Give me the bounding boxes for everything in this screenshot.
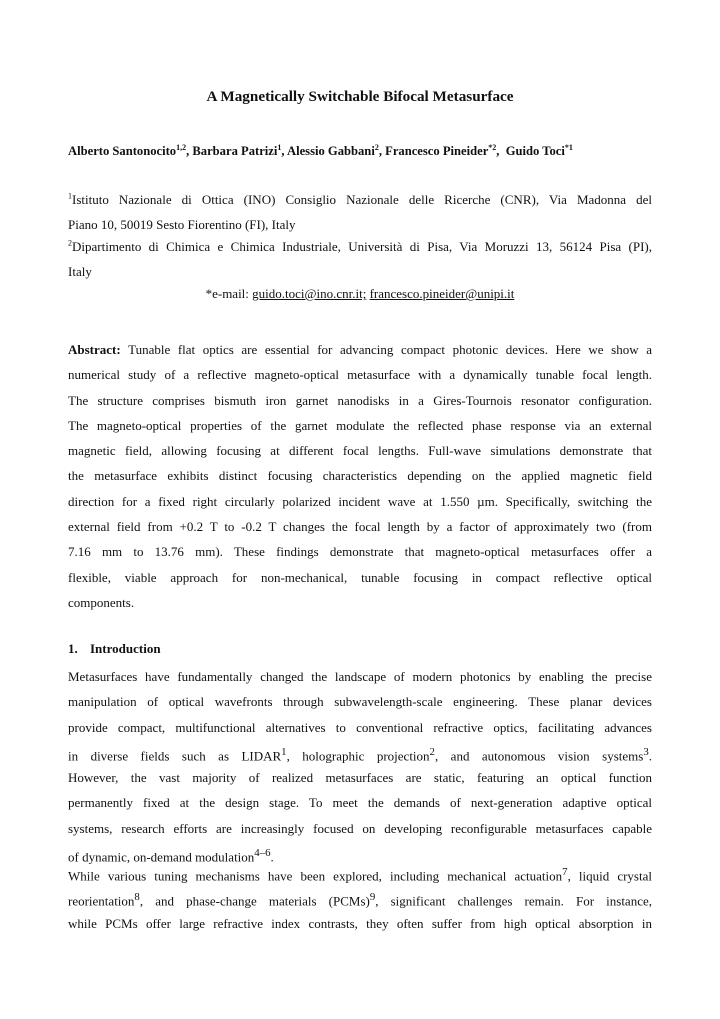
affiliation-1: [68, 188, 652, 239]
author-affiliation-mark: *1: [564, 142, 573, 152]
abstract-line: numerical study of a reflective magneto-optical metasurface with a dynamically tunable focal length.: [68, 367, 652, 383]
body-line: permanently fixed at the design stage. To meet the demands of next-generation adaptive optical: [68, 795, 652, 811]
citation-mark: 1: [281, 745, 287, 758]
abstract: [68, 337, 652, 615]
body-line: systems, research efforts are increasingly focused on developing reconfigurable metasurfaces capable: [68, 820, 652, 836]
author-affiliation-mark: 2: [374, 142, 379, 152]
body-text: , significant challenges remain. For instance,: [375, 893, 652, 909]
affiliation-mark: 1: [68, 191, 72, 201]
body-text: .: [270, 849, 274, 865]
abstract-line: direction for a fixed right circularly polarized incident wave at 1.550 µm. Specifically, switching the: [68, 493, 652, 509]
body-line: manipulation of optical wavefronts through subwavelength-scale engineering. These planar devices: [68, 694, 652, 710]
introduction-paragraph-1: [68, 664, 652, 866]
abstract-line: The structure comprises bismuth iron garnet nanodisks in a Gires-Tournois resonator configuration.: [68, 392, 652, 408]
section-heading-introduction: [68, 641, 161, 657]
author-name: Francesco Pineider: [385, 144, 489, 158]
affiliation-text: Dipartimento di Chimica e Chimica Industriale, Università di Pisa, Via Moruzzi 13, 56124 Pisa (PI),: [72, 239, 652, 254]
author-affiliation-mark: *2: [488, 142, 497, 152]
affiliation-mark: 2: [68, 238, 72, 248]
abstract-line: The magneto-optical properties of the garnet modulate the reflected phase response via an external: [68, 417, 652, 433]
body-text: , holographic projection: [286, 748, 430, 764]
body-line: [68, 740, 652, 765]
body-text: , and phase-change materials (PCMs): [139, 893, 370, 909]
affiliation-text: Piano 10, 50019 Sesto Fiorentino (FI), Italy: [68, 217, 296, 233]
affiliation-text: Italy: [68, 264, 92, 280]
abstract-label: Abstract:: [68, 342, 121, 357]
abstract-line: components.: [68, 594, 135, 610]
body-line: However, the vast majority of realized metasurfaces are static, featuring an optical function: [68, 770, 652, 786]
citation-mark: 9: [369, 891, 376, 904]
abstract-line: magnetic field, allowing focusing at different focal lengths. Full-wave simulations demonstrate that: [68, 443, 652, 459]
abstract-line: Tunable flat optics are essential for advancing compact photonic devices. Here we show a: [120, 342, 652, 357]
body-text: While various tuning mechanisms have been explored, including mechanical actuation: [68, 868, 563, 884]
author-list: Alberto Santonocito$^{1,2}$, Barbara Patrizi$^1$, Alessio Gabbani$^2$, Francesco Pineider$^{*2}$, Guido Toci$^{*1}$: [68, 142, 573, 158]
citation-mark: 3: [643, 745, 649, 758]
body-line: provide compact, multifunctional alternatives to conventional refractive optics, facilitating advances: [68, 719, 652, 735]
body-text: .: [648, 748, 652, 764]
citation-mark: 8: [134, 891, 140, 904]
email-link-toci[interactable]: guido.toci@ino.cnr.it;: [252, 286, 367, 301]
body-text: reorientation: [68, 893, 135, 909]
abstract-line: the metasurface exhibits distinct focusing characteristics depending on the applied magnetic field: [68, 468, 652, 484]
affiliation-2: [68, 235, 652, 286]
author-name: Alessio Gabbani: [286, 144, 375, 158]
body-text: in diverse fields such as LIDAR: [68, 748, 282, 764]
body-line: while PCMs offer large refractive index contrasts, they often suffer from high optical absorption in: [68, 915, 652, 931]
citation-mark: 4–6: [254, 847, 271, 860]
citation-mark: 2: [429, 745, 435, 758]
body-line: [68, 860, 652, 885]
paper-title: A Magnetically Switchable Bifocal Metasurface: [206, 88, 514, 105]
body-text: , liquid crystal: [567, 868, 652, 884]
body-text: , and autonomous vision systems: [434, 748, 644, 764]
citation-mark: 7: [562, 866, 568, 878]
introduction-paragraph-2: [68, 860, 652, 936]
abstract-line: 7.16 mm to 13.76 mm). These findings demonstrate that magneto-optical metasurfaces offer a: [68, 544, 652, 560]
author-affiliation-mark: 1: [277, 142, 282, 152]
section-number: 1.: [68, 641, 78, 656]
author-name: Barbara Patrizi: [192, 144, 278, 158]
abstract-line: external field from +0.2 T to -0.2 T changes the focal length by a factor of approximately two (from: [68, 519, 652, 535]
section-title: Introduction: [90, 641, 161, 656]
email-link-pineider[interactable]: francesco.pineider@unipi.it: [369, 286, 515, 301]
affiliation-text: Istituto Nazionale di Ottica (INO) Consiglio Nazionale delle Ricerche (CNR), Via Madonna del: [72, 192, 652, 207]
author-affiliation-mark: 1,2: [176, 142, 187, 152]
author-name: Guido Toci: [505, 144, 565, 158]
body-text: of dynamic, on-demand modulation: [68, 849, 255, 865]
body-line: [68, 885, 652, 910]
author-name: Alberto Santonocito: [68, 144, 177, 158]
body-line: Metasurfaces have fundamentally changed the landscape of modern photonics by enabling the precise: [68, 669, 652, 684]
abstract-line: flexible, viable approach for non-mechanical, tunable focusing in compact reflective optical: [68, 569, 652, 585]
email-prefix: *e-mail:: [205, 286, 253, 301]
contact-email: [68, 286, 652, 302]
